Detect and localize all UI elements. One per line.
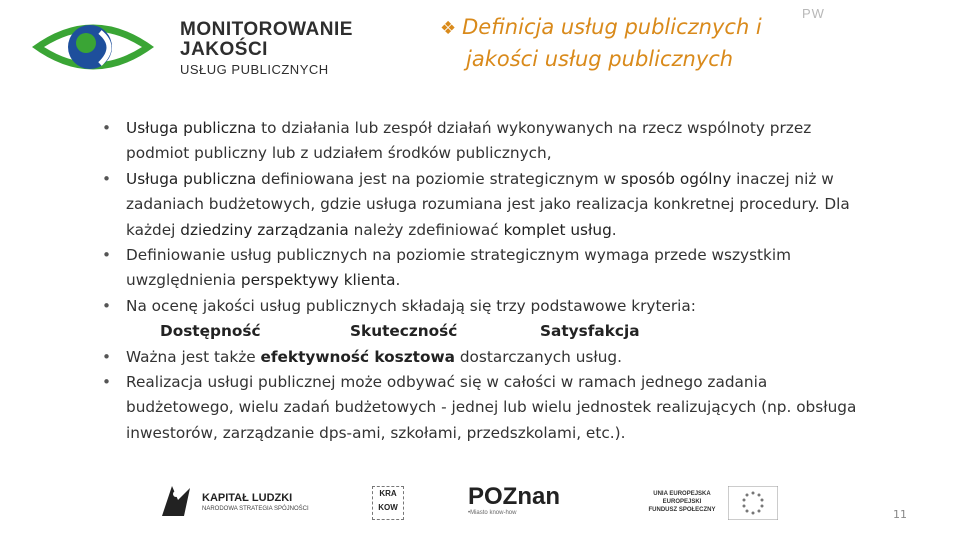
item-text: definiowana jest na poziomie strategicznym w (256, 169, 621, 188)
keyword: Usługa publiczna (126, 169, 257, 188)
logo-line-1: MONITOROWANIE (180, 19, 353, 40)
item-text: inaczej niż w zadaniach budżetowych, gdzie usługa rozumiana jest jako realizacja konkretnej procedury. Dla każdej (126, 169, 850, 239)
item-text: dostarczanych usług. (454, 347, 623, 366)
item-text: . (395, 271, 401, 290)
keyword: Usługa publiczna (126, 119, 257, 137)
monitoring-logo (28, 14, 368, 80)
item-text: to działania lub zespół działań wykonywanych na rzecz wspólnoty przez podmiot publiczny lub z udziałem środków publicznych, (126, 119, 812, 163)
eu-line-2: EUROPEJSKI (662, 499, 702, 505)
item-text: Na ocenę jakości usług publicznych składają się trzy podstawowe kryteria: (126, 296, 696, 315)
item-text: Ważna jest także (126, 347, 261, 366)
list-item (100, 370, 860, 446)
title-line-2: jakości usług publicznych (466, 47, 734, 71)
logo-line-2: JAKOŚCI (180, 39, 268, 60)
krakow-mark: KRA KOW (372, 486, 404, 520)
item-text: Definiowanie usług publicznych na poziomie strategicznym wymaga przede wszystkim uwzględnienia (126, 246, 792, 290)
krakow-logo (372, 486, 404, 520)
item-text: należy zdefiniować (348, 220, 504, 239)
kapital-ludzki-icon (158, 482, 194, 520)
poznan-logo (468, 484, 560, 516)
bullet-list (100, 116, 860, 446)
list-item (100, 345, 860, 370)
footer-logos (150, 480, 750, 524)
title-line-1: Definicja usług publicznych i (462, 15, 762, 39)
list-item (100, 116, 860, 167)
list-item (100, 243, 860, 294)
poznan-wordmark: POZnan (468, 483, 561, 510)
keyword: perspektywy klienta (240, 271, 396, 290)
list-item (100, 294, 860, 345)
keyword: komplet usług (503, 220, 612, 239)
keyword: dziedziny zarządzania (180, 220, 349, 239)
criteria-row (126, 319, 860, 344)
kapital-ludzki-title: KAPITAŁ LUDZKI (202, 492, 293, 504)
keyword: sposób ogólny (620, 169, 732, 188)
corner-mark: PW (802, 6, 825, 21)
eye-logo-icon (28, 14, 158, 80)
diamond-bullet-icon: ❖ (440, 18, 457, 39)
logo-text (180, 20, 353, 76)
criterion-satisfaction: Satysfakcja (540, 322, 640, 341)
criterion-effectiveness: Skuteczność (350, 322, 458, 341)
poznan-tagline: •Miasto know-how (468, 510, 517, 516)
eu-line-3: FUNDUSZ SPOŁECZNY (648, 507, 716, 513)
kapital-ludzki-subtitle: NARODOWA STRATEGIA SPÓJNOŚCI (202, 506, 309, 512)
eu-flag-icon (728, 486, 778, 520)
item-text: . (611, 220, 617, 239)
eu-text (640, 490, 724, 514)
criterion-accessibility: Dostępność (160, 322, 261, 341)
item-text: Realizacja usługi publicznej może odbywać się w całości w ramach jednego zadania budżetowego, wielu zadań budżetowych - jednej lub wielu jednostek realizujących (np. obsługa inwestorów, zarządzanie dps-ami, szkołami, przedszkolami, etc.). (126, 373, 857, 442)
list-item (100, 167, 860, 243)
page-number: 11 (893, 508, 907, 521)
slide-title (440, 12, 762, 74)
eu-line-1: UNIA EUROPEJSKA (653, 491, 711, 497)
keyword: efektywność kosztowa (260, 347, 455, 366)
logo-line-3: USŁUG PUBLICZNYCH (180, 62, 329, 77)
